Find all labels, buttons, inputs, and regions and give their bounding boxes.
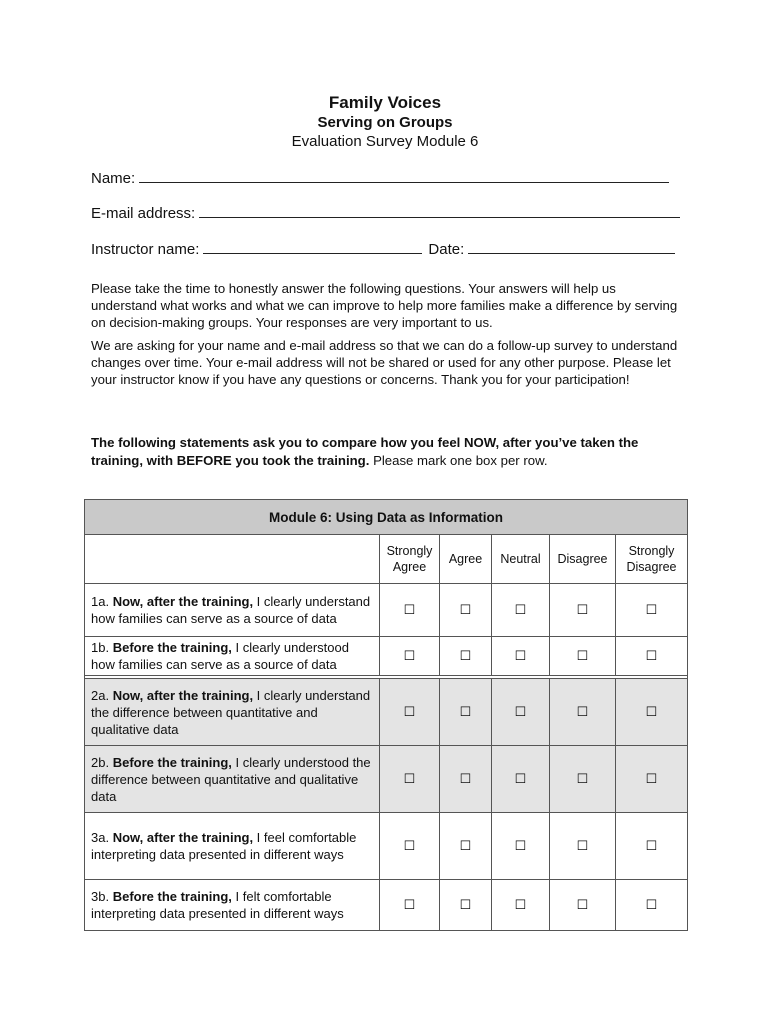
checkbox-2a-agree[interactable]: ☐ <box>440 679 492 746</box>
name-field <box>91 168 669 187</box>
checkbox-2b-neutral[interactable]: ☐ <box>492 746 550 813</box>
table-title-row <box>85 500 688 535</box>
checkbox-3b-neutral[interactable]: ☐ <box>492 880 550 931</box>
survey-table <box>84 499 688 931</box>
checkbox-2a-disagree[interactable]: ☐ <box>550 679 616 746</box>
scale-agree: Agree <box>440 535 492 584</box>
question-text: I feel comfortable interpreting data presented in different ways <box>91 830 357 862</box>
instructor-date-field <box>91 239 675 258</box>
checkbox-2b-disagree[interactable]: ☐ <box>550 746 616 813</box>
table-title: Module 6: Using Data as Information <box>85 500 688 535</box>
checkbox-3b-disagree[interactable]: ☐ <box>550 880 616 931</box>
page-subtitle: Serving on Groups <box>317 114 453 131</box>
scale-strongly-disagree: Strongly Disagree <box>616 535 688 584</box>
checkbox-2a-strongly-disagree[interactable]: ☐ <box>616 679 688 746</box>
scale-disagree: Disagree <box>550 535 616 584</box>
checkbox-1a-strongly-agree[interactable]: ☐ <box>380 584 440 637</box>
question-emphasis: Now, after the training, <box>112 830 254 845</box>
checkbox-2b-strongly-agree[interactable]: ☐ <box>380 746 440 813</box>
question-number: 2b. <box>91 754 110 770</box>
question-emphasis: Now, after the training, <box>112 687 254 703</box>
checkbox-1b-agree[interactable]: ☐ <box>440 637 492 676</box>
question-text: I clearly understood how families can serve as a source of data <box>91 640 349 672</box>
checkbox-1b-neutral[interactable]: ☐ <box>492 637 550 676</box>
instructor-input-line[interactable] <box>203 239 422 254</box>
intro-paragraph-1: Please take the time to honestly answer the following questions. Your answers will help us understand what works and what we can improve to help more families make a difference by serving on decision-making groups. Your responses are very important to us. <box>91 281 678 330</box>
checkbox-2b-agree[interactable]: ☐ <box>440 746 492 813</box>
date-input-line[interactable] <box>468 239 675 254</box>
checkbox-3b-strongly-disagree[interactable]: ☐ <box>616 880 688 931</box>
checkbox-1a-neutral[interactable]: ☐ <box>492 584 550 637</box>
table-row <box>85 880 688 931</box>
scale-header-row <box>85 535 688 584</box>
instructions-bold: The following statements ask you to compare how you feel NOW, after you’ve taken the training, with BEFORE you took the training. <box>91 435 639 468</box>
question-2a <box>85 679 380 746</box>
email-field <box>91 203 680 222</box>
table-row <box>85 637 688 676</box>
question-emphasis: Before the training, <box>112 754 232 770</box>
question-text: I clearly understand how families can serve as a source of data <box>91 594 371 626</box>
checkbox-3a-strongly-disagree[interactable]: ☐ <box>616 813 688 880</box>
checkbox-2b-strongly-disagree[interactable]: ☐ <box>616 746 688 813</box>
checkbox-3a-disagree[interactable]: ☐ <box>550 813 616 880</box>
instructions <box>91 434 691 470</box>
question-number: 2a. <box>91 687 110 703</box>
question-2b <box>85 746 380 813</box>
table-row <box>85 679 688 746</box>
question-emphasis: Now, after the training, <box>112 594 254 609</box>
checkbox-1a-agree[interactable]: ☐ <box>440 584 492 637</box>
checkbox-3a-agree[interactable]: ☐ <box>440 813 492 880</box>
table-row <box>85 813 688 880</box>
question-number: 3a. <box>91 830 110 845</box>
email-input-line[interactable] <box>199 203 680 218</box>
page-title: Family Voices <box>328 93 442 112</box>
checkbox-1b-strongly-agree[interactable]: ☐ <box>380 637 440 676</box>
question-text: I clearly understand the difference between quantitative and qualitative data <box>91 687 371 737</box>
question-1a <box>85 584 380 637</box>
name-label: Name: <box>91 170 136 187</box>
scale-neutral: Neutral <box>492 535 550 584</box>
checkbox-3b-strongly-agree[interactable]: ☐ <box>380 880 440 931</box>
survey-module-label: Evaluation Survey Module 6 <box>291 133 479 150</box>
question-emphasis: Before the training, <box>112 640 232 655</box>
question-number: 3b. <box>91 889 110 904</box>
question-3b <box>85 880 380 931</box>
question-text: I felt comfortable interpreting data presented in different ways <box>91 889 344 921</box>
question-1b <box>85 637 380 676</box>
question-number: 1a. <box>91 594 110 609</box>
table-row <box>85 584 688 637</box>
checkbox-3a-strongly-agree[interactable]: ☐ <box>380 813 440 880</box>
checkbox-3a-neutral[interactable]: ☐ <box>492 813 550 880</box>
instructor-label: Instructor name: <box>91 241 200 258</box>
question-number: 1b. <box>91 640 110 655</box>
checkbox-1b-disagree[interactable]: ☐ <box>550 637 616 676</box>
checkbox-1a-disagree[interactable]: ☐ <box>550 584 616 637</box>
scale-strongly-agree: Strongly Agree <box>380 535 440 584</box>
checkbox-2a-neutral[interactable]: ☐ <box>492 679 550 746</box>
instructions-plain: Please mark one box per row. <box>369 453 548 468</box>
checkbox-2a-strongly-agree[interactable]: ☐ <box>380 679 440 746</box>
email-label: E-mail address: <box>91 205 196 222</box>
question-3a <box>85 813 380 880</box>
intro-paragraph-2: We are asking for your name and e-mail address so that we can do a follow-up survey to understand changes over time. Your e-mail address will not be shared or used for any other purpose. Please let your instructor know if you have any questions or concerns. Thank you for your participation! <box>91 338 678 387</box>
checkbox-3b-agree[interactable]: ☐ <box>440 880 492 931</box>
question-text: I clearly understood the difference between quantitative and qualitative data <box>91 754 371 804</box>
table-row <box>85 746 688 813</box>
blank-header-cell <box>85 535 380 584</box>
name-input-line[interactable] <box>139 168 669 183</box>
question-emphasis: Before the training, <box>112 889 232 904</box>
checkbox-1a-strongly-disagree[interactable]: ☐ <box>616 584 688 637</box>
date-label: Date: <box>428 241 465 258</box>
checkbox-1b-strongly-disagree[interactable]: ☐ <box>616 637 688 676</box>
